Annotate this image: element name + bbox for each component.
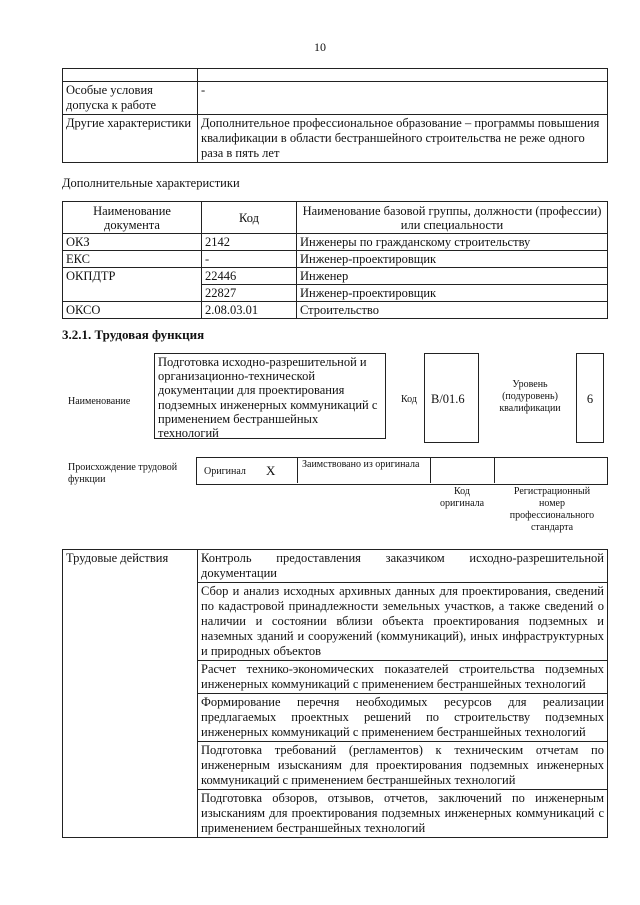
table-row bbox=[63, 234, 608, 251]
origin-divider bbox=[430, 457, 431, 483]
header-group: Наименование базовой группы, должности (профессии) или специальности bbox=[297, 202, 608, 234]
action-item: Подготовка обзоров, отзывов, отчетов, заключений по инженерным изысканиям для проектирования подземных инженерных коммуникаций с применением бестраншейных технологий bbox=[198, 790, 608, 838]
other-characteristics-label: Другие характеристики bbox=[63, 115, 198, 163]
table-row bbox=[63, 268, 608, 285]
code-cell: 22446 bbox=[202, 268, 297, 285]
code-label: Код bbox=[401, 394, 417, 405]
action-item: Расчет технико-экономических показателей строительства подземных инженерных коммуникаций с применением бестраншейных технологий bbox=[198, 661, 608, 694]
code-cell: 2.08.03.01 bbox=[202, 302, 297, 319]
empty-cell bbox=[63, 69, 198, 82]
actions-label: Трудовые действия bbox=[63, 550, 198, 838]
borrowed-label: Заимствовано из оригинала bbox=[302, 459, 420, 470]
table-row bbox=[63, 251, 608, 268]
doc-cell: ОКСО bbox=[63, 302, 202, 319]
doc-cell: ОКЗ bbox=[63, 234, 202, 251]
group-cell: Инженер-проектировщик bbox=[297, 251, 608, 268]
code-value-box: B/01.6 bbox=[424, 353, 479, 443]
original-label: Оригинал bbox=[204, 466, 246, 477]
code-cell: 2142 bbox=[202, 234, 297, 251]
special-conditions-value: - bbox=[198, 82, 608, 115]
table-row bbox=[63, 82, 608, 115]
action-item: Контроль предоставления заказчиком исходно-разрешительной документации bbox=[198, 550, 608, 583]
original-mark: X bbox=[266, 463, 276, 478]
header-document: Наименование документа bbox=[63, 202, 202, 234]
special-conditions-label: Особые условия допуска к работе bbox=[63, 82, 198, 115]
doc-cell: ОКПДТР bbox=[63, 268, 202, 302]
table-header-row bbox=[63, 202, 608, 234]
group-cell: Строительство bbox=[297, 302, 608, 319]
labour-actions-table bbox=[62, 549, 608, 838]
group-cell: Инженер bbox=[297, 268, 608, 285]
action-item: Подготовка требований (регламентов) к техническим отчетам по инженерным изысканиям для проектирования подземных инженерных коммуникаций с применением бестраншейных технологий bbox=[198, 742, 608, 790]
origin-divider bbox=[297, 457, 298, 483]
doc-cell: ЕКС bbox=[63, 251, 202, 268]
special-conditions-table bbox=[62, 68, 608, 163]
additional-characteristics-table bbox=[62, 201, 608, 319]
code-cell: 22827 bbox=[202, 285, 297, 302]
code-cell: - bbox=[202, 251, 297, 268]
header-code: Код bbox=[202, 202, 297, 234]
function-name-box: Подготовка исходно-разрешительной и организационно-технической документации для проектирования подземных инженерных коммуникаций с применением бестраншейных технологий bbox=[154, 353, 386, 439]
action-item: Сбор и анализ исходных архивных данных для проектирования, сведений по кадастровой принадлежности земельных участков, а также сведений о наличии и состоянии вблизи объекта проектирования подземных и наземных зданий и сооружений (коммуникаций), иных инфраструктурных и природных объектов bbox=[198, 583, 608, 661]
empty-cell bbox=[198, 69, 608, 82]
level-label: Уровень (подуровень) квалификации bbox=[499, 379, 561, 414]
table-row bbox=[63, 302, 608, 319]
function-title: 3.2.1. Трудовая функция bbox=[62, 327, 205, 342]
origin-label: Происхождение трудовой функции bbox=[68, 462, 178, 485]
group-cell: Инженер-проектировщик bbox=[297, 285, 608, 302]
action-item: Формирование перечня необходимых ресурсов для реализации предлагаемых проектных решений по строительству подземных инженерных коммуникаций с применением бестраншейных технологий bbox=[198, 694, 608, 742]
level-value-box: 6 bbox=[576, 353, 604, 443]
origin-divider bbox=[494, 457, 495, 483]
table-row bbox=[63, 69, 608, 82]
other-characteristics-value: Дополнительное профессиональное образование – программы повышения квалификации в области бестраншейного строительства не реже одного раза в пять лет bbox=[198, 115, 608, 163]
table-row bbox=[63, 550, 608, 583]
table-row bbox=[63, 115, 608, 163]
code-original-label: Код оригинала bbox=[439, 486, 485, 509]
group-cell: Инженеры по гражданскому строительству bbox=[297, 234, 608, 251]
additional-heading: Дополнительные характеристики bbox=[62, 176, 240, 190]
registration-number-label: Регистрационный номер профессионального стандарта bbox=[509, 486, 595, 533]
page-number: 10 bbox=[314, 40, 326, 54]
name-label: Наименование bbox=[68, 396, 131, 407]
